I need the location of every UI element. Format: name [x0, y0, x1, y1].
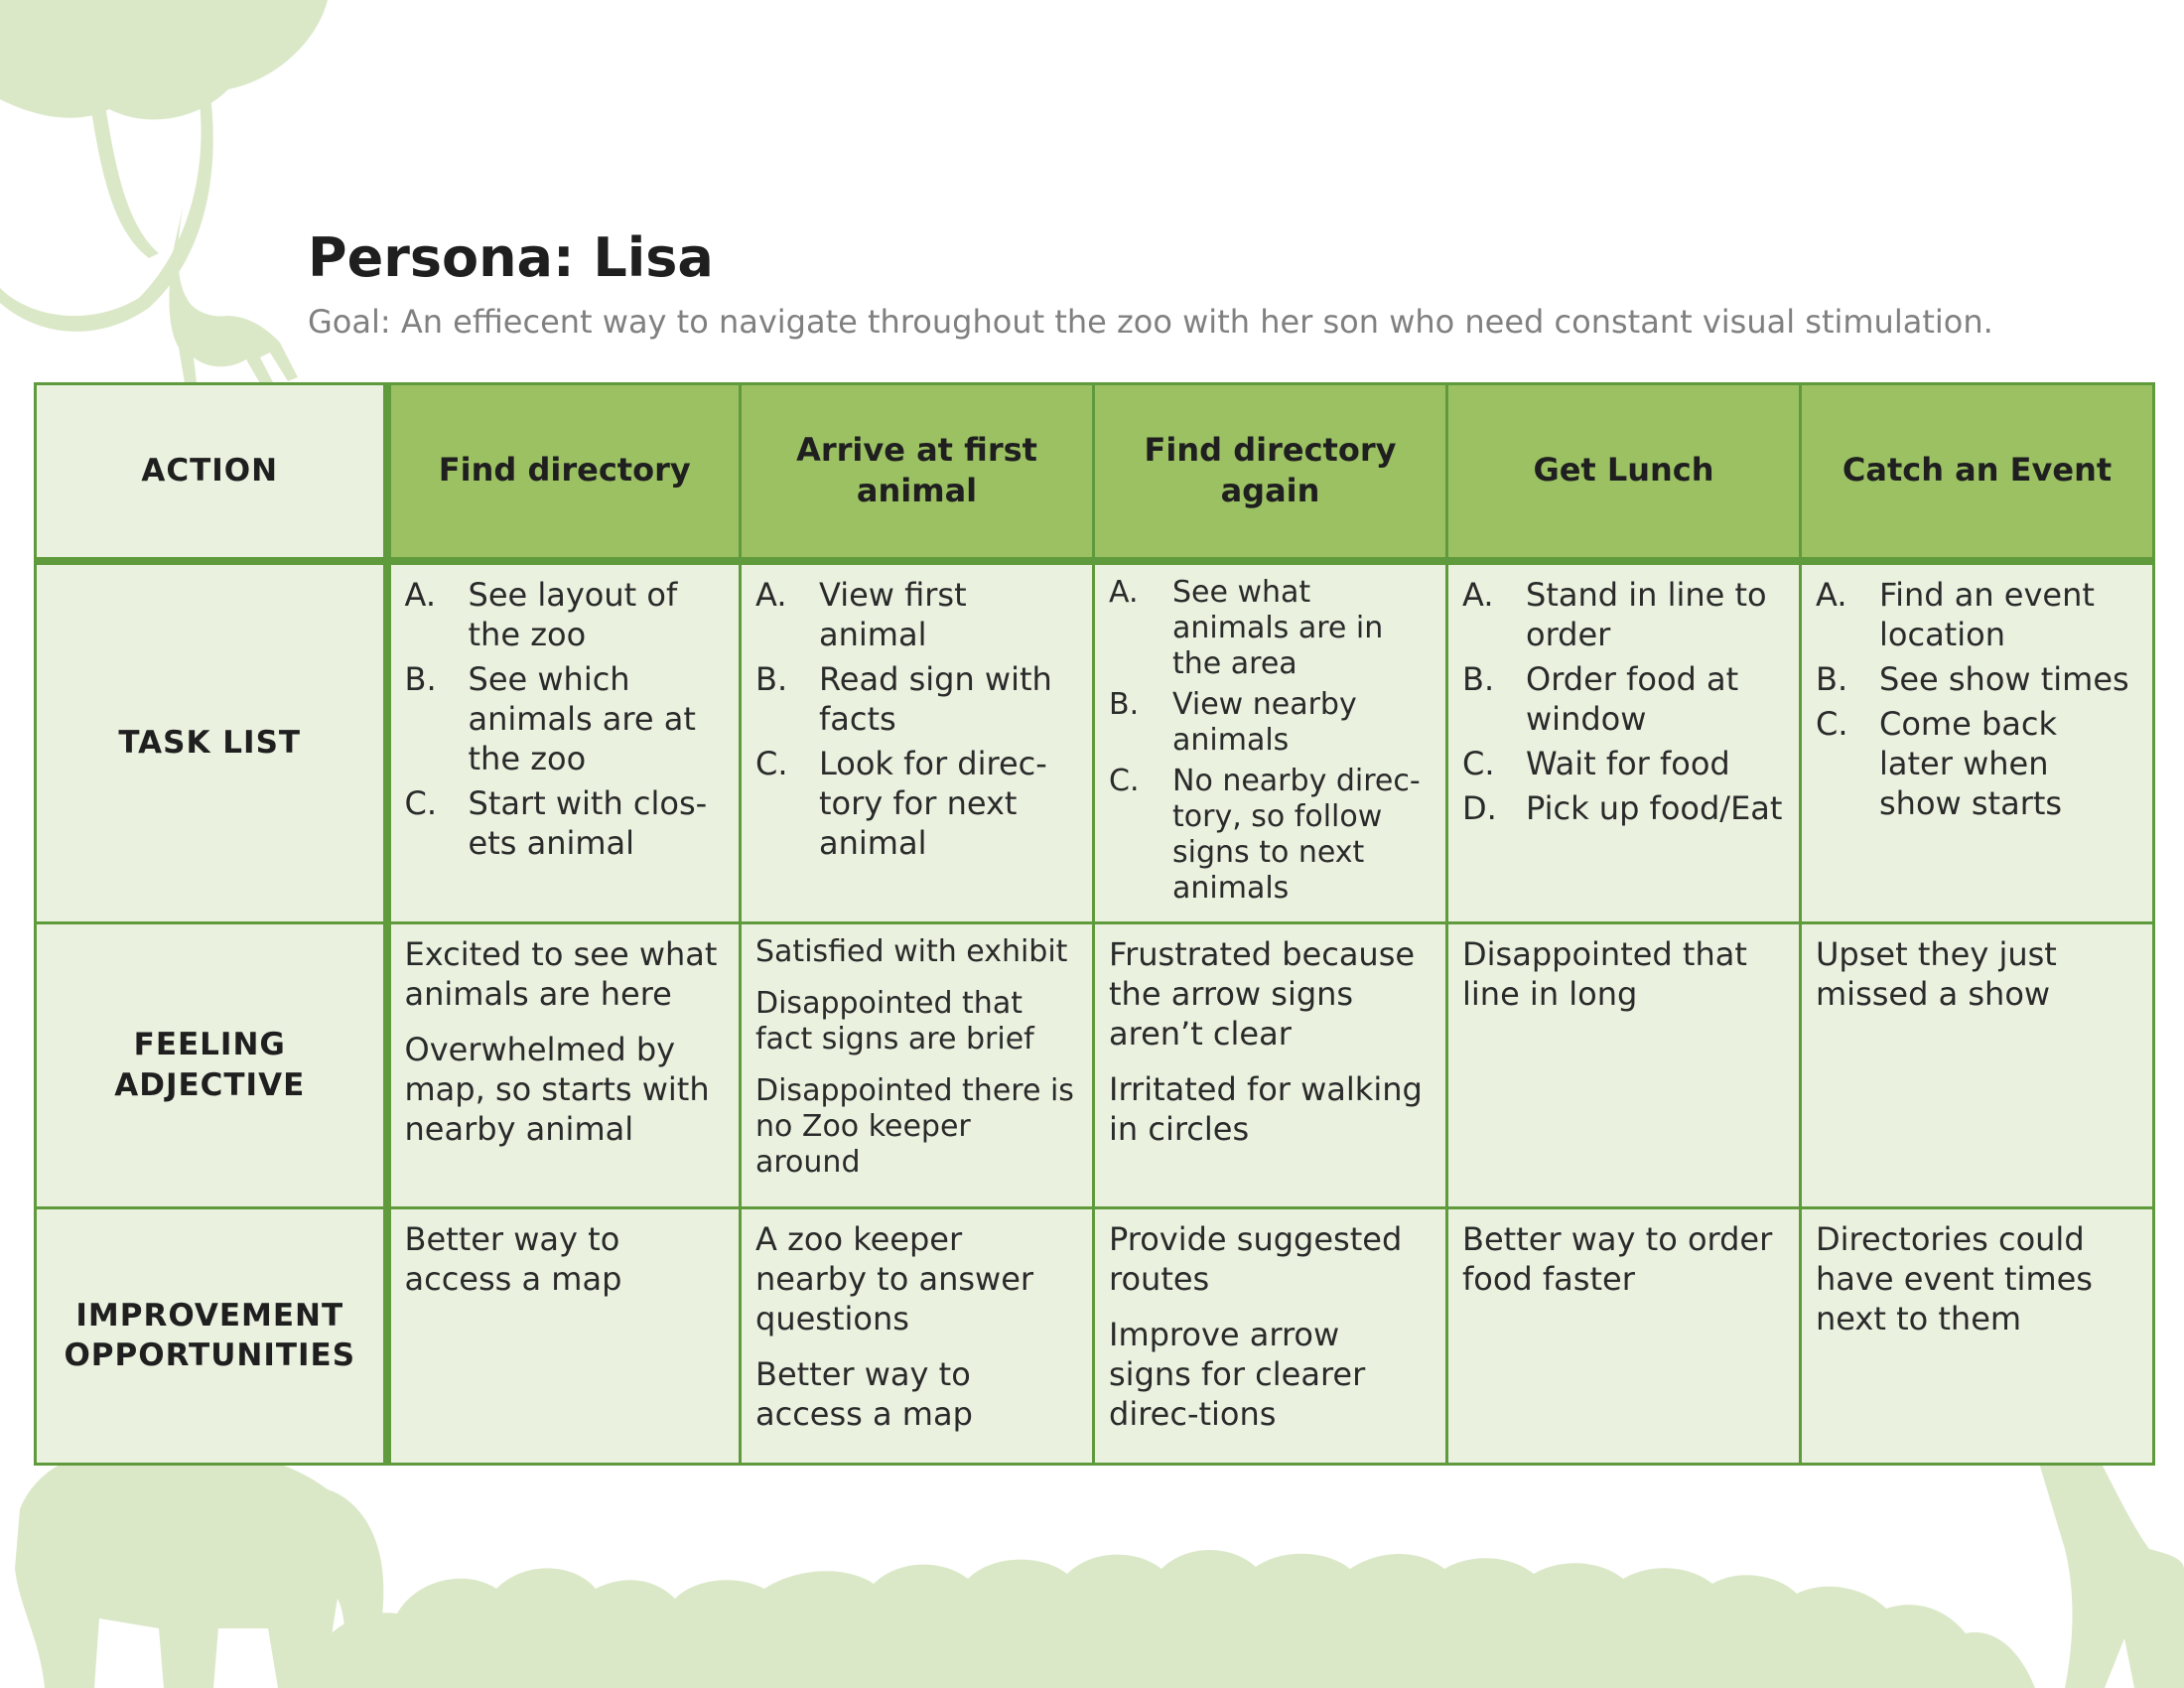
feeling-text: Irritated for walking in circles	[1109, 1069, 1423, 1148]
task-item	[1462, 744, 1785, 783]
stage-header: Find directory again	[1094, 384, 1447, 561]
journey-map-table	[34, 382, 2155, 1466]
improvement-cell	[1094, 1207, 1447, 1464]
task-marker: B.	[404, 659, 437, 698]
task-marker: A.	[1816, 575, 1847, 614]
task-cell	[1094, 561, 1447, 923]
task-marker: A.	[404, 575, 436, 614]
tree-canopy-icon	[0, 0, 328, 119]
task-text: Stand in line to order	[1526, 575, 1767, 653]
vine-icon	[89, 99, 159, 258]
task-item	[1816, 575, 2138, 654]
improvement-text: Better way to access a map	[404, 1219, 622, 1298]
improvement-cell	[1801, 1207, 2154, 1464]
task-item	[755, 575, 1078, 654]
task-cell	[1447, 561, 1801, 923]
improvement-row	[36, 1207, 2154, 1464]
task-text: See what animals are in the area	[1172, 574, 1384, 681]
improvement-text: Directories could have event times next to them	[1816, 1219, 2093, 1337]
task-text: Start with clos-ets animal	[468, 783, 708, 862]
task-text: Find an event location	[1879, 575, 2095, 653]
task-text: Pick up food/Eat	[1526, 788, 1783, 827]
task-cell	[387, 561, 741, 923]
persona-title: Persona: Lisa	[308, 226, 714, 289]
improvement-text: Better way to access a map	[755, 1354, 973, 1433]
task-marker: B.	[1109, 686, 1140, 722]
improvement-text: Provide suggested routes	[1109, 1219, 1403, 1298]
task-text: Come back later when show starts	[1879, 704, 2063, 822]
stage-header: Arrive at first animal	[741, 384, 1094, 561]
task-marker: B.	[1816, 659, 1848, 698]
task-text: See which animals are at the zoo	[468, 659, 696, 777]
task-marker: C.	[404, 783, 438, 822]
feeling-text: Satisfied with exhibit	[755, 933, 1068, 969]
task-marker: C.	[1462, 744, 1495, 782]
task-cell	[1801, 561, 2154, 923]
stage-header: Get Lunch	[1447, 384, 1801, 561]
task-item	[1462, 788, 1785, 828]
task-item	[1109, 575, 1432, 682]
task-item	[755, 744, 1078, 863]
task-item	[1816, 659, 2138, 699]
task-list-row	[36, 561, 2154, 923]
improvement-text: Better way to order food faster	[1462, 1219, 1773, 1298]
task-text: Wait for food	[1526, 744, 1730, 782]
task-text: View nearby animals	[1172, 686, 1357, 758]
feeling-text: Frustrated because the arrow signs aren’t clear	[1109, 934, 1416, 1053]
task-marker: B.	[1462, 659, 1495, 698]
task-marker: D.	[1462, 788, 1497, 827]
task-text: See show times	[1879, 659, 2129, 698]
feeling-text: Upset they just missed a show	[1816, 934, 2057, 1013]
task-item	[1462, 575, 1785, 654]
task-marker: C.	[1109, 763, 1140, 798]
task-cell	[741, 561, 1094, 923]
task-item	[755, 659, 1078, 739]
feeling-text: Disappointed that fact signs are brief	[755, 985, 1034, 1056]
task-marker: A.	[1109, 574, 1139, 610]
task-text: No nearby direc-tory, so follow signs to next animals	[1172, 763, 1421, 906]
task-item	[405, 575, 726, 654]
task-item	[1462, 659, 1785, 739]
improvement-text: A zoo keeper nearby to answer questions	[755, 1219, 1034, 1337]
feeling-cell	[1801, 922, 2154, 1207]
row-label-feeling: FEELING ADJECTIVE	[36, 922, 387, 1207]
persona-goal: Goal: An effiecent way to navigate throughout the zoo with her son who need constant visual stimulation.	[308, 303, 1993, 341]
task-text: See layout of the zoo	[468, 575, 678, 653]
feeling-cell	[1094, 922, 1447, 1207]
task-marker: C.	[1816, 704, 1848, 743]
task-marker: B.	[755, 659, 788, 698]
feeling-text: Disappointed that line in long	[1462, 934, 1747, 1013]
row-label-task-list: TASK LIST	[36, 561, 387, 923]
feeling-text: Excited to see what animals are here	[404, 934, 718, 1013]
task-text: Look for direc-tory for next animal	[819, 744, 1047, 862]
row-label-action: ACTION	[36, 384, 387, 561]
feeling-row	[36, 922, 2154, 1207]
feeling-text: Disappointed there is no Zoo keeper around	[755, 1072, 1074, 1180]
feeling-cell	[741, 922, 1094, 1207]
task-item	[1109, 764, 1432, 907]
feeling-cell	[1447, 922, 1801, 1207]
task-marker: A.	[1462, 575, 1494, 614]
feeling-cell	[387, 922, 741, 1207]
task-text: View first animal	[819, 575, 967, 653]
task-item	[405, 783, 726, 863]
task-text: Read sign with facts	[819, 659, 1052, 738]
task-text: Order food at window	[1526, 659, 1739, 738]
stage-header: Catch an Event	[1801, 384, 2154, 561]
improvement-cell	[741, 1207, 1094, 1464]
improvement-cell	[1447, 1207, 1801, 1464]
stage-header: Find directory	[387, 384, 741, 561]
improvement-text: Improve arrow signs for clearer direc-tions	[1109, 1315, 1366, 1433]
bushes-icon	[298, 1550, 2035, 1688]
improvement-cell	[387, 1207, 741, 1464]
action-row	[36, 384, 2154, 561]
row-label-improvement: IMPROVEMENT OPPORTUNITIES	[36, 1207, 387, 1464]
task-marker: A.	[755, 575, 787, 614]
feeling-text: Overwhelmed by map, so starts with nearby animal	[404, 1030, 710, 1148]
task-item	[1816, 704, 2138, 823]
task-item	[405, 659, 726, 778]
task-marker: C.	[755, 744, 788, 782]
task-item	[1109, 687, 1432, 759]
